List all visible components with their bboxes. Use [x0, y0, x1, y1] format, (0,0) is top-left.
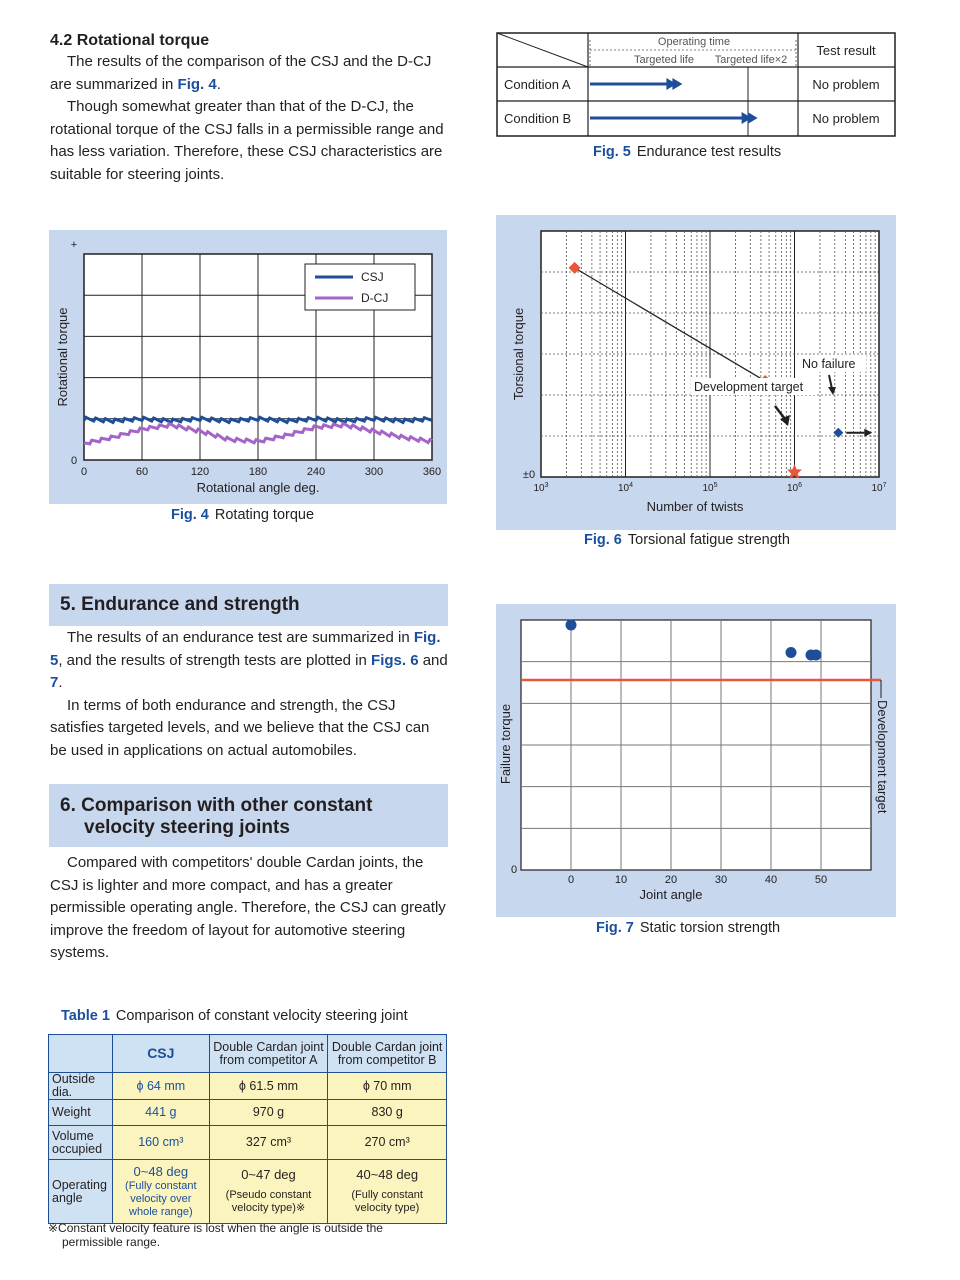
section-5-paragraph-2: In terms of both endurance and strength, the CSJ satisfies targeted levels, and we believe that the CSJ can be used in applications on actual automobiles.	[50, 696, 430, 759]
fig4-legend-label: D-CJ	[361, 291, 389, 305]
table-row	[49, 1073, 447, 1100]
section-6-paragraph-1: Compared with competitors' double Cardan joints, the CSJ is lighter and more compact, and has a greater permissible operating angle. Therefore, the CSJ can greatly improve the freedom of layout for automotive steering systems.	[50, 854, 446, 961]
table1-cell-b-volume: 270 cm³	[328, 1126, 447, 1160]
fig4-y-tick-label: 0	[70, 455, 78, 467]
table1-cell-csj-weight: 441 g	[112, 1100, 209, 1126]
fig4-x-tick-label: 360	[422, 466, 442, 478]
fig7-x-tick-label: 0	[567, 874, 575, 886]
table-row	[49, 1126, 447, 1160]
fig7-x-tick-label: 50	[814, 874, 828, 886]
table1-row-label-volume: Volume occupied	[49, 1126, 113, 1160]
table1-header-competitor-b: Double Cardan joint from competitor B	[328, 1035, 447, 1073]
section-4-2-title: 4.2 Rotational torque	[50, 32, 210, 49]
fig6-caption: Fig. 6 Torsional fatigue strength	[584, 532, 790, 548]
fig4-x-axis-label: Rotational angle deg.	[196, 480, 320, 495]
table1-footnote: ※Constant velocity feature is lost when the angle is outside the permissible range.	[48, 1221, 383, 1249]
fig7-x-tick-label: 30	[714, 874, 728, 886]
fig6-torsional-fatigue-chart	[496, 215, 896, 530]
fig4-y-tick-label: +	[70, 239, 78, 251]
table1-cell-a-angle: 0~47 deg (Pseudo constant velocity type)※	[209, 1160, 328, 1224]
fig7-y-tick-label: 0	[510, 864, 518, 876]
section-6-title-line-1: 6. Comparison with other constant	[60, 795, 373, 816]
fig5-header-operating-time: Operating time	[657, 36, 731, 48]
fig4-x-tick-label: 300	[364, 466, 384, 478]
fig7-x-tick-label: 20	[664, 874, 678, 886]
fig5-endurance-table	[496, 32, 896, 138]
fig4-x-tick-label: 240	[306, 466, 326, 478]
fig4-x-tick-label: 120	[190, 466, 210, 478]
section-5-heading	[49, 584, 448, 626]
fig5-header-test-result: Test result	[816, 43, 876, 58]
fig7-static-torsion-chart	[496, 604, 896, 917]
fig6-x-tick-label: $10^7$	[871, 482, 887, 494]
table1-cell-b-angle: 40~48 deg (Fully constant velocity type)	[328, 1160, 447, 1224]
fig6-ref-link[interactable]: Figs. 6	[371, 651, 419, 669]
fig5-header-targeted-life: Targeted life	[634, 54, 694, 66]
table1-row-label-outside: Outside dia.	[49, 1073, 113, 1100]
table1-cell-a-outside: ϕ 61.5 mm	[209, 1073, 328, 1100]
section-5-title: 5. Endurance and strength	[60, 594, 300, 615]
table1-row-label-weight: Weight	[49, 1100, 113, 1126]
fig7-y-axis-label: Failure torque	[498, 703, 513, 785]
section-6-heading	[49, 784, 448, 847]
table1-cell-csj-outside: ϕ 64 mm	[112, 1073, 209, 1100]
fig7-data-point	[566, 620, 577, 631]
table1-header-csj: CSJ	[112, 1035, 209, 1073]
fig6-x-tick-label: $10^6$	[786, 482, 803, 494]
fig5-condition-label: Condition B	[504, 111, 572, 126]
table1-row-label-angle: Operating angle	[49, 1160, 113, 1224]
fig4-rotating-torque-chart	[49, 230, 447, 504]
fig5-ref-link[interactable]: Fig. 5	[50, 629, 441, 669]
fig6-x-axis-label: Number of twists	[646, 499, 744, 514]
fig4-ref-link[interactable]: Fig. 4	[177, 75, 217, 93]
fig7-x-tick-label: 10	[614, 874, 628, 886]
fig6-annotation-no-failure: No failure	[802, 357, 856, 371]
fig5-result-label: No problem	[812, 77, 880, 92]
fig5-header-targeted-life-x2: Targeted life×2	[714, 54, 788, 66]
fig4-legend-label: CSJ	[361, 270, 384, 284]
fig4-x-tick-label: 60	[135, 466, 149, 478]
fig6-y-tick-label: ±0	[522, 469, 536, 481]
fig4-y-axis-label: Rotational torque	[55, 307, 70, 407]
fig7-development-target-label: Development target	[875, 700, 890, 814]
table1-cell-a-volume: 327 cm³	[209, 1126, 328, 1160]
fig6-annotation-development-target: Development target	[694, 380, 804, 394]
fig4-caption: Fig. 4 Rotating torque	[171, 507, 315, 523]
fig7-x-axis-label: Joint angle	[639, 887, 703, 902]
table1-cell-csj-angle: 0~48 deg (Fully constant velocity over whole range)	[112, 1160, 209, 1224]
section-6-title-line-2: velocity steering joints	[84, 817, 290, 838]
table1-cell-csj-volume: 160 cm³	[112, 1126, 209, 1160]
fig6-y-axis-label: Torsional torque	[511, 307, 526, 401]
table1-cell-a-weight: 970 g	[209, 1100, 328, 1126]
fig4-x-tick-label: 180	[248, 466, 268, 478]
fig7-data-point	[811, 650, 822, 661]
section-4-2-paragraph-1: The results of the comparison of the CSJ and the D-CJ are summarized in Fig. 4.	[50, 53, 432, 93]
fig7-x-tick-label: 40	[764, 874, 778, 886]
section-5-paragraph-1: The results of an endurance test are summarized in Fig. 5, and the results of strength tests are plotted in Figs. 6 and 7.	[50, 629, 448, 691]
fig7-ref-link[interactable]: 7	[50, 674, 59, 691]
fig6-x-tick-label: $10^3$	[533, 482, 549, 494]
table1-corner-cell	[49, 1035, 113, 1073]
table-row	[49, 1100, 447, 1126]
fig5-result-label: No problem	[812, 111, 880, 126]
table1-caption: Table 1 Comparison of constant velocity steering joint	[61, 1008, 408, 1024]
fig4-x-tick-label: 0	[80, 466, 88, 478]
table1-cell-b-outside: ϕ 70 mm	[328, 1073, 447, 1100]
fig6-x-tick-label: $10^5$	[702, 482, 718, 494]
fig7-data-point	[786, 647, 797, 658]
fig7-caption: Fig. 7 Static torsion strength	[596, 920, 781, 936]
table1-comparison	[48, 1034, 447, 1224]
fig6-x-tick-label: $10^4$	[617, 482, 634, 494]
table-row	[49, 1160, 447, 1224]
table1-header-competitor-a: Double Cardan joint from competitor A	[209, 1035, 328, 1073]
fig4-legend	[305, 264, 415, 310]
table1-cell-b-weight: 830 g	[328, 1100, 447, 1126]
fig5-condition-label: Condition A	[504, 77, 571, 92]
fig5-caption: Fig. 5 Endurance test results	[593, 144, 782, 160]
section-4-2-paragraph-2: Though somewhat greater than that of the D-CJ, the rotational torque of the CSJ falls in a permissible range and has less variation. Therefore, these CSJ characteristics are suitable for steering joints.	[50, 98, 444, 183]
